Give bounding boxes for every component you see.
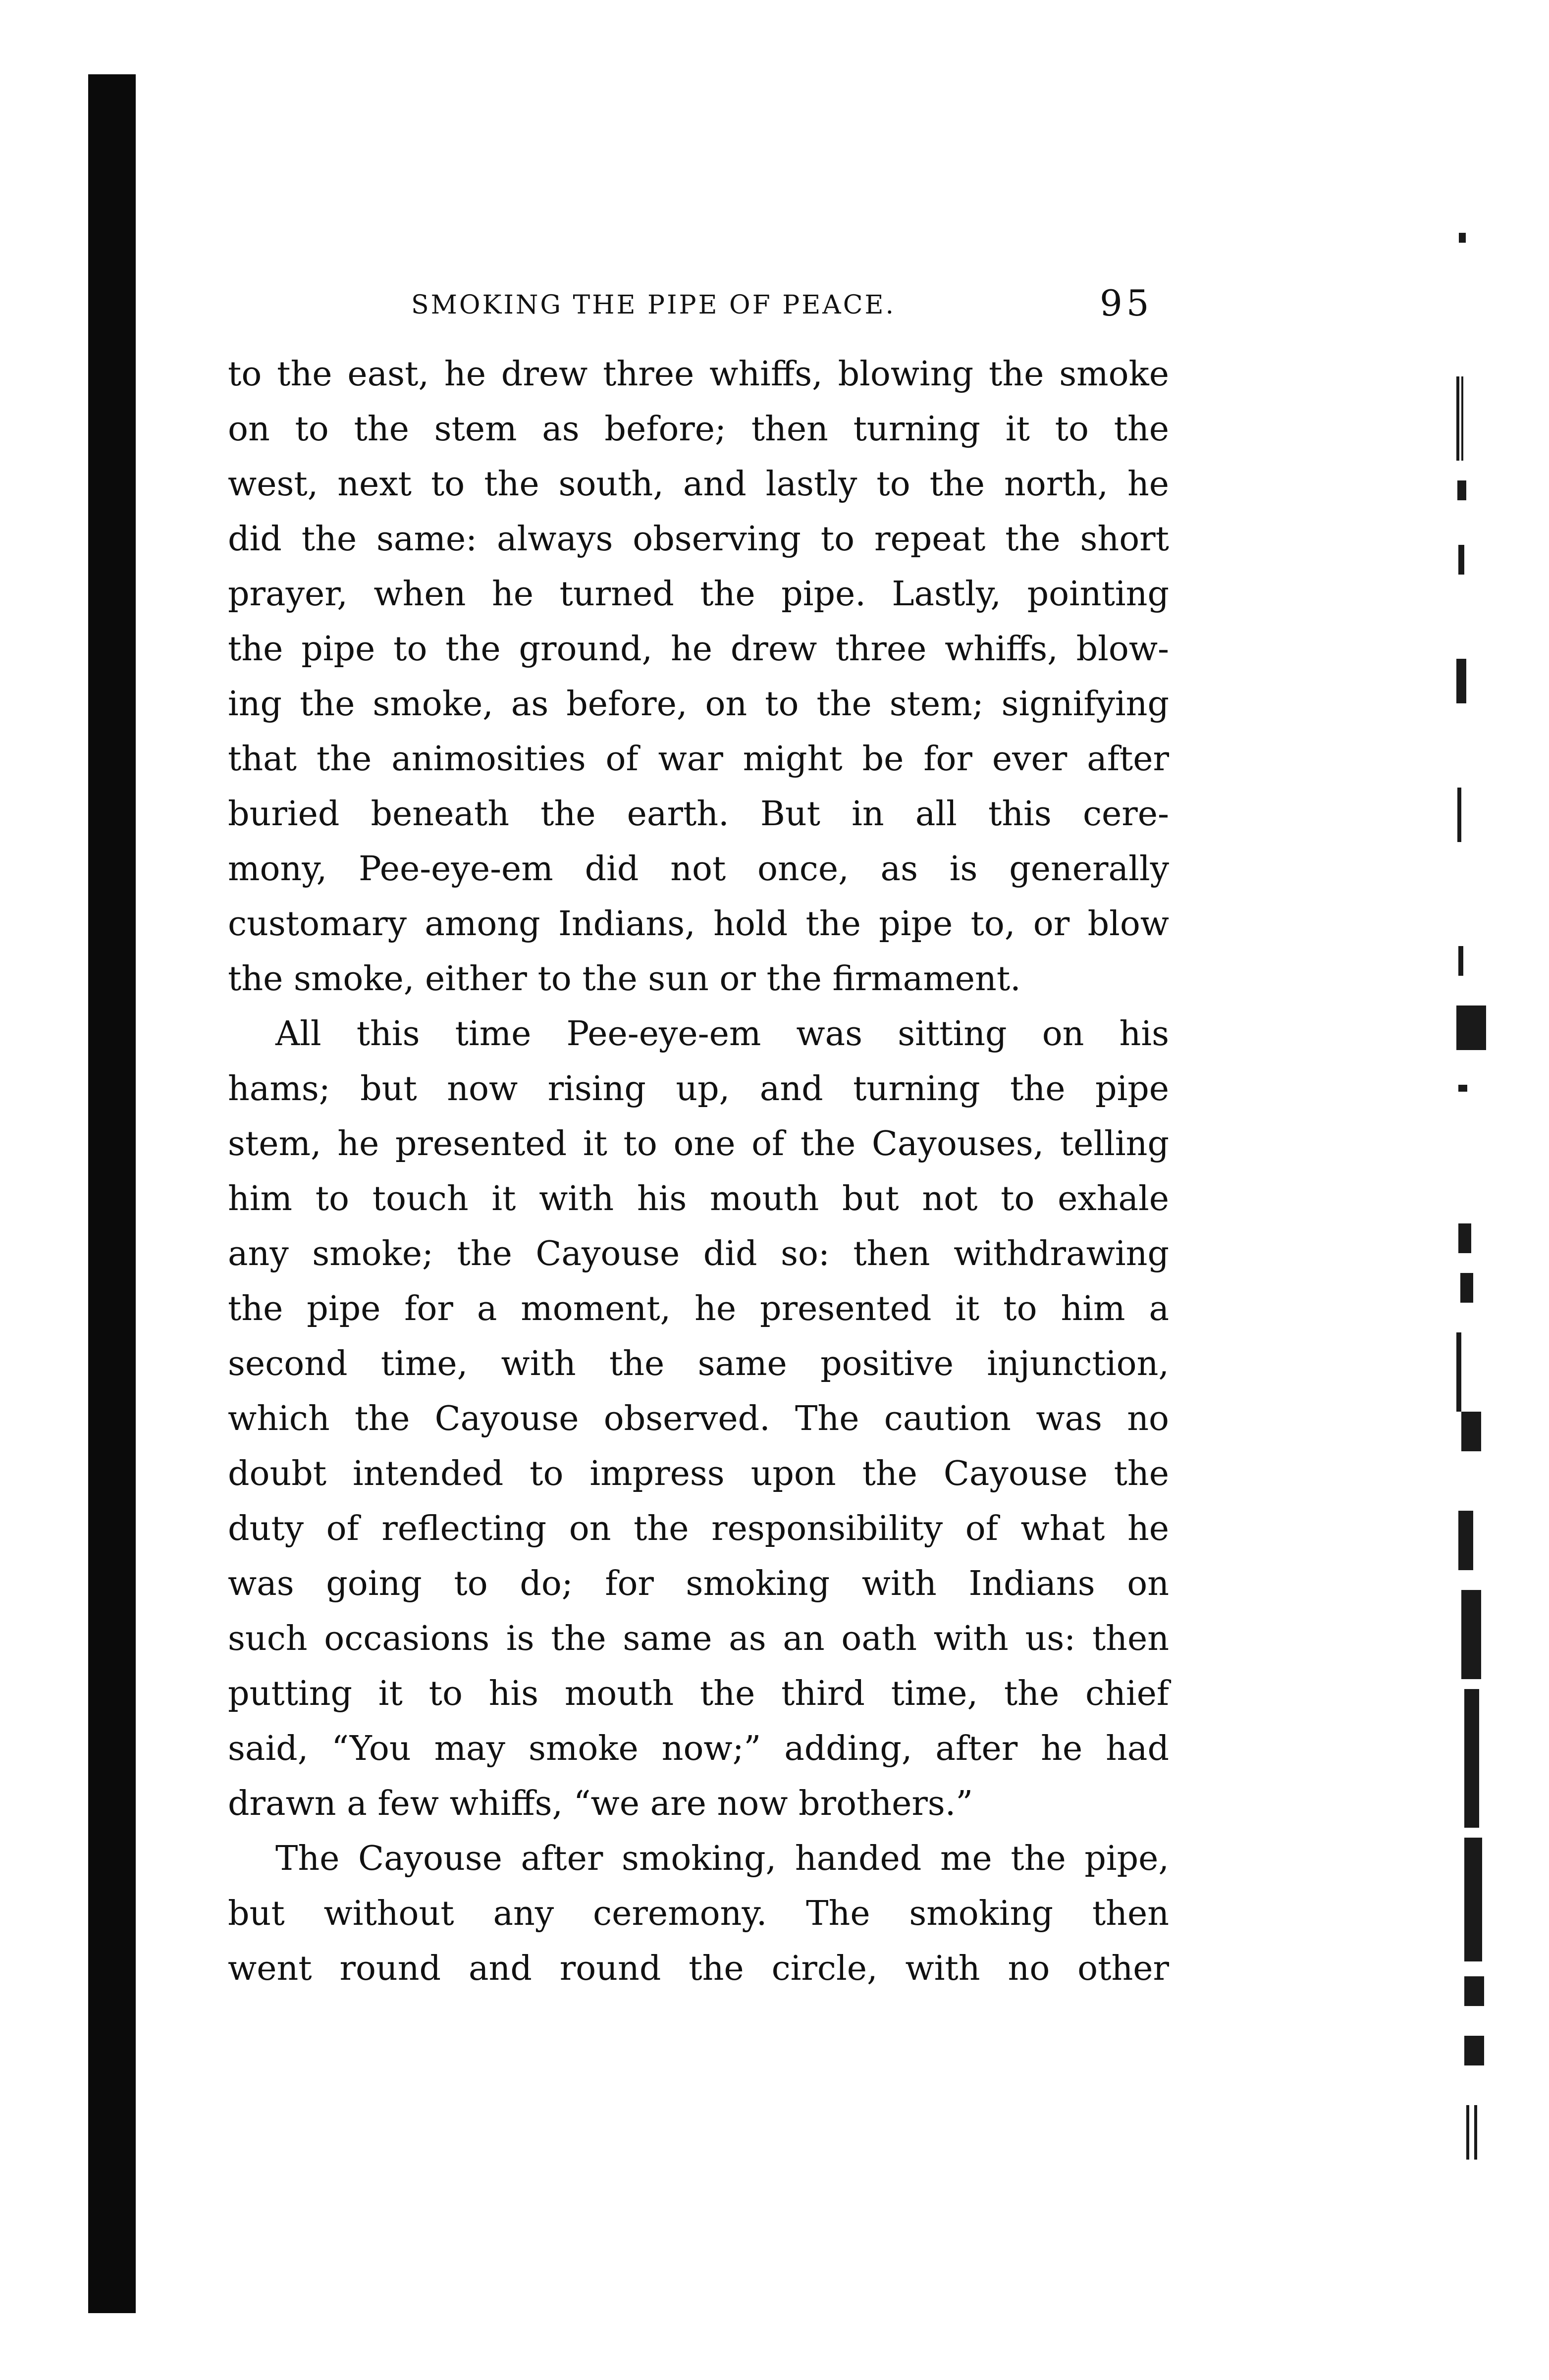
text-line: which the Cayouse observed. The caution was no xyxy=(228,1399,1169,1438)
text-line: said, “You may smoke now;” adding, after he had xyxy=(228,1729,1169,1768)
text-line: but without any ceremony. The smoking then xyxy=(228,1894,1169,1933)
text-line: any smoke; the Cayouse did so: then withdrawing xyxy=(228,1234,1169,1273)
text-line: prayer, when he turned the pipe. Lastly, pointing xyxy=(228,575,1169,614)
text-line: buried beneath the earth. But in all this cere- xyxy=(228,794,1169,834)
page-number: 95 xyxy=(1100,282,1153,324)
text-line: mony, Pee-eye-em did not once, as is generally xyxy=(228,849,1169,889)
text-line: duty of reflecting on the responsibility of what he xyxy=(228,1509,1169,1548)
running-title: SMOKING THE PIPE OF PEACE. xyxy=(411,290,896,320)
text-line: him to touch it with his mouth but not to exhale xyxy=(228,1179,1169,1218)
text-line: the smoke, either to the sun or the firmament. xyxy=(228,959,1021,999)
text-line: All this time Pee-eye-em was sitting on his xyxy=(275,1014,1169,1054)
text-line: stem, he presented it to one of the Cayouses, telling xyxy=(228,1124,1169,1164)
text-line: went round and round the circle, with no other xyxy=(228,1949,1169,1988)
text-line: that the animosities of war might be for ever after xyxy=(228,740,1169,779)
text-line: doubt intended to impress upon the Cayouse the xyxy=(228,1454,1169,1493)
text-line: putting it to his mouth the third time, the chief xyxy=(228,1674,1169,1713)
text-line: the pipe for a moment, he presented it to him a xyxy=(228,1289,1169,1328)
text-line: The Cayouse after smoking, handed me the pipe, xyxy=(275,1839,1169,1878)
text-line: on to the stem as before; then turning it to the xyxy=(228,410,1169,449)
text-line: drawn a few whiffs, “we are now brothers.” xyxy=(228,1784,973,1823)
text-line: did the same: always observing to repeat the short xyxy=(228,520,1169,559)
body-text xyxy=(228,347,1169,1996)
text-line: was going to do; for smoking with Indians on xyxy=(228,1564,1169,1603)
running-head xyxy=(228,277,1169,337)
text-line: ing the smoke, as before, on to the stem; signifying xyxy=(228,685,1169,724)
text-line: hams; but now rising up, and turning the pipe xyxy=(228,1069,1169,1109)
text-line: to the east, he drew three whiffs, blowing the smoke xyxy=(228,355,1169,394)
text-line: west, next to the south, and lastly to the north, he xyxy=(228,465,1169,504)
paragraph-3 xyxy=(228,1831,1169,1996)
text-line: the pipe to the ground, he drew three whiffs, blow- xyxy=(228,630,1169,669)
text-line: such occasions is the same as an oath with us: then xyxy=(228,1619,1169,1658)
paragraph-1 xyxy=(228,347,1169,1006)
text-line: second time, with the same positive injunction, xyxy=(228,1344,1169,1383)
paragraph-2 xyxy=(228,1006,1169,1831)
page-edge-bleed xyxy=(1437,213,1501,2169)
text-line: customary among Indians, hold the pipe to, or blow xyxy=(228,904,1169,944)
binding-shadow-strip xyxy=(88,74,136,2313)
